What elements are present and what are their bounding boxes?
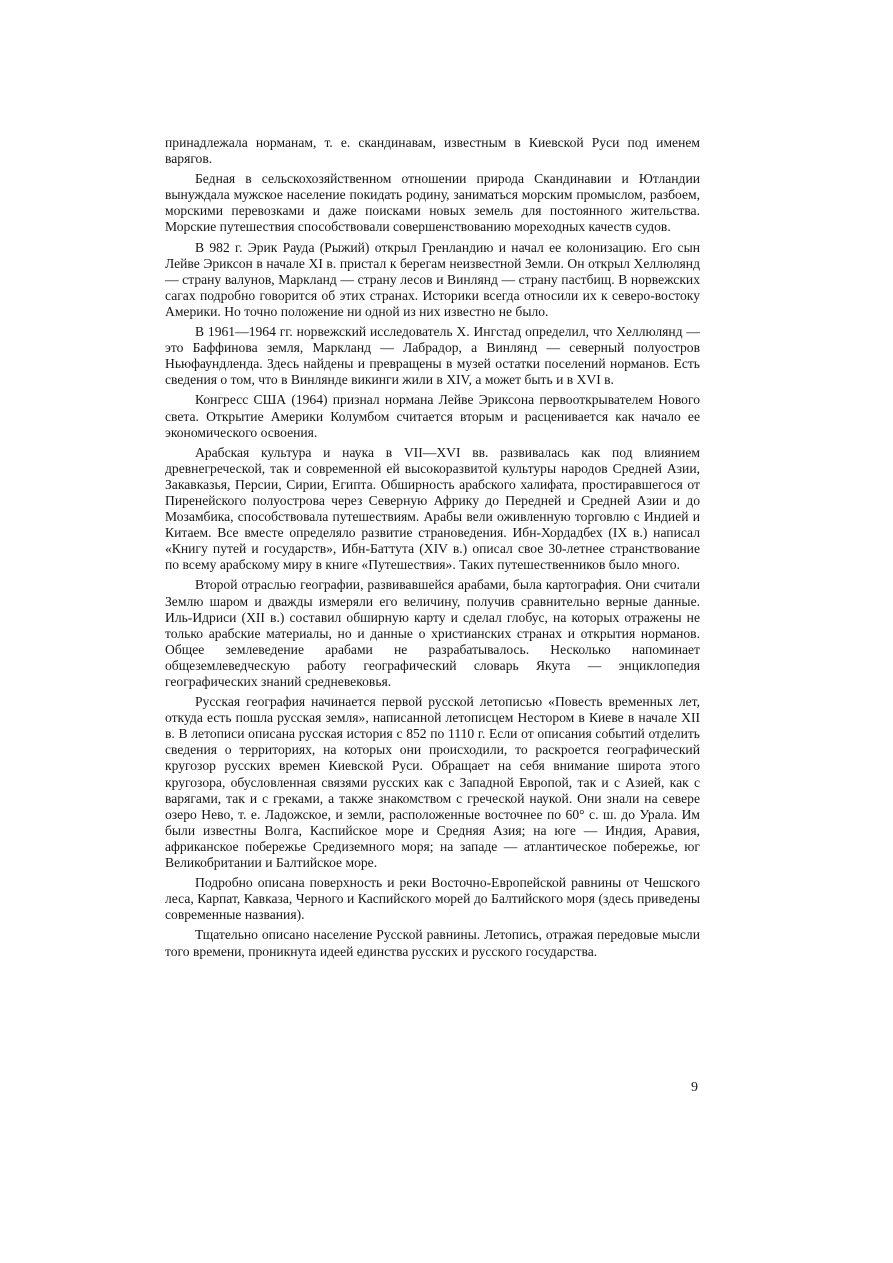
paragraph-erik-the-red: В 982 г. Эрик Рауда (Рыжий) открыл Гренландию и начал ее колонизацию. Его сын Лейве Эриксон в начале XI в. пристал к берегам неизвестной Земли. Он открыл Хеллюлянд — страну валунов, Маркланд — страну лесов и Винлянд — страну пастбищ. В норвежских сагах подробно говорится об этих странах. Историки всегда относили их к северо-востоку Америки. Но точно положение ни одной из них известно не было. <box>165 239 700 319</box>
paragraph-us-congress: Конгресс США (1964) признал нормана Лейве Эриксона первооткрывателем Нового света. Открытие Америки Колумбом считается вторым и расценивается как начало ее экономического освоения. <box>165 392 700 440</box>
paragraph-ingstad: В 1961—1964 гг. норвежский исследователь Х. Ингстад определил, что Хеллюлянд — это Баффинова земля, Маркланд — Лабрадор, а Винлянд — северный полуостров Ньюфаундленда. Здесь найдены и превращены в музей остатки поселений норманов. Есть сведения о том, что в Винлянде викинги жили в XIV, а может быть и в XVI в. <box>165 324 700 388</box>
page-number: 9 <box>691 1080 698 1095</box>
paragraph-cartography: Второй отраслью географии, развивавшейся арабами, была картография. Они считали Землю шаром и дважды измеряли его величину, получив сравнительно верные данные. Иль-Идриси (XII в.) составил обширную карту и сделал глобус, на которых отражены не только арабские материалы, но и данные о христианских странах и открытия норманов. Общее землеведение арабами не разрабатывалось. Несколько напоминает общеземлеведческую работу географический словарь Якута — энциклопедия географических знаний средневековья. <box>165 577 700 689</box>
paragraph-continuation: принадлежала норманам, т. е. скандинавам, известным в Киевской Руси под именем варягов. <box>165 135 700 167</box>
body-text <box>165 135 700 964</box>
paragraph-scandinavia: Бедная в сельскохозяйственном отношении природа Скандинавии и Ютландии вынуждала мужское население покидать родину, заниматься морским промыслом, разбоем, морскими перевозками и даже поисками новых земель для постоянного жительства. Морские путешествия способствовали совершенствованию мореходных качеств судов. <box>165 171 700 235</box>
paragraph-arab-culture: Арабская культура и наука в VII—XVI вв. развивалась как под влиянием древнегреческой, так и современной ей высокоразвитой культуры народов Средней Азии, Закавказья, Персии, Сирии, Египта. Обширность арабского халифата, простиравшегося от Пиренейского полуострова через Северную Африку до Передней и Средней Азии и до Мозамбика, способствовала путешествиям. Арабы вели оживленную торговлю с Индией и Китаем. Все вместе определяло развитие страноведения. Ибн-Хордадбех (IX в.) написал «Книгу путей и государств», Ибн-Баттута (XIV в.) описал свое 30-летнее странствование по всему арабскому миру в книге «Путешествия». Таких путешественников было много. <box>165 444 700 573</box>
paragraph-east-european-plain: Подробно описана поверхность и реки Восточно-Европейской равнины от Чешского леса, Карпат, Кавказа, Черного и Каспийского морей до Балтийского моря (здесь приведены современные названия). <box>165 875 700 923</box>
paragraph-population: Тщательно описано население Русской равнины. Летопись, отражая передовые мысли того времени, проникнута идеей единства русских и русского государства. <box>165 927 700 959</box>
paragraph-russian-geography: Русская география начинается первой русской летописью «Повесть временных лет, откуда есть пошла русская земля», написанной летописцем Нестором в Киеве в начале XII в. В летописи описана русская история с 852 по 1110 г. Если от описания событий отделить сведения о территориях, на которых они происходили, то раскроется географический кругозор русских времен Киевской Руси. Обращает на себя внимание широта этого кругозора, обусловленная связями русских как с Западной Европой, так и с Азией, как с варягами, так и с греками, а также знакомством с греческой наукой. Они знали на севере озеро Нево, т. е. Ладожское, и земли, расположенные восточнее по 60° с. ш. до Урала. Им были известны Волга, Каспийское море и Средняя Азия; на юге — Индия, Аравия, африканское побережье Средиземного моря; на западе — атлантическое побережье, юг Великобритании и Балтийское море. <box>165 694 700 871</box>
